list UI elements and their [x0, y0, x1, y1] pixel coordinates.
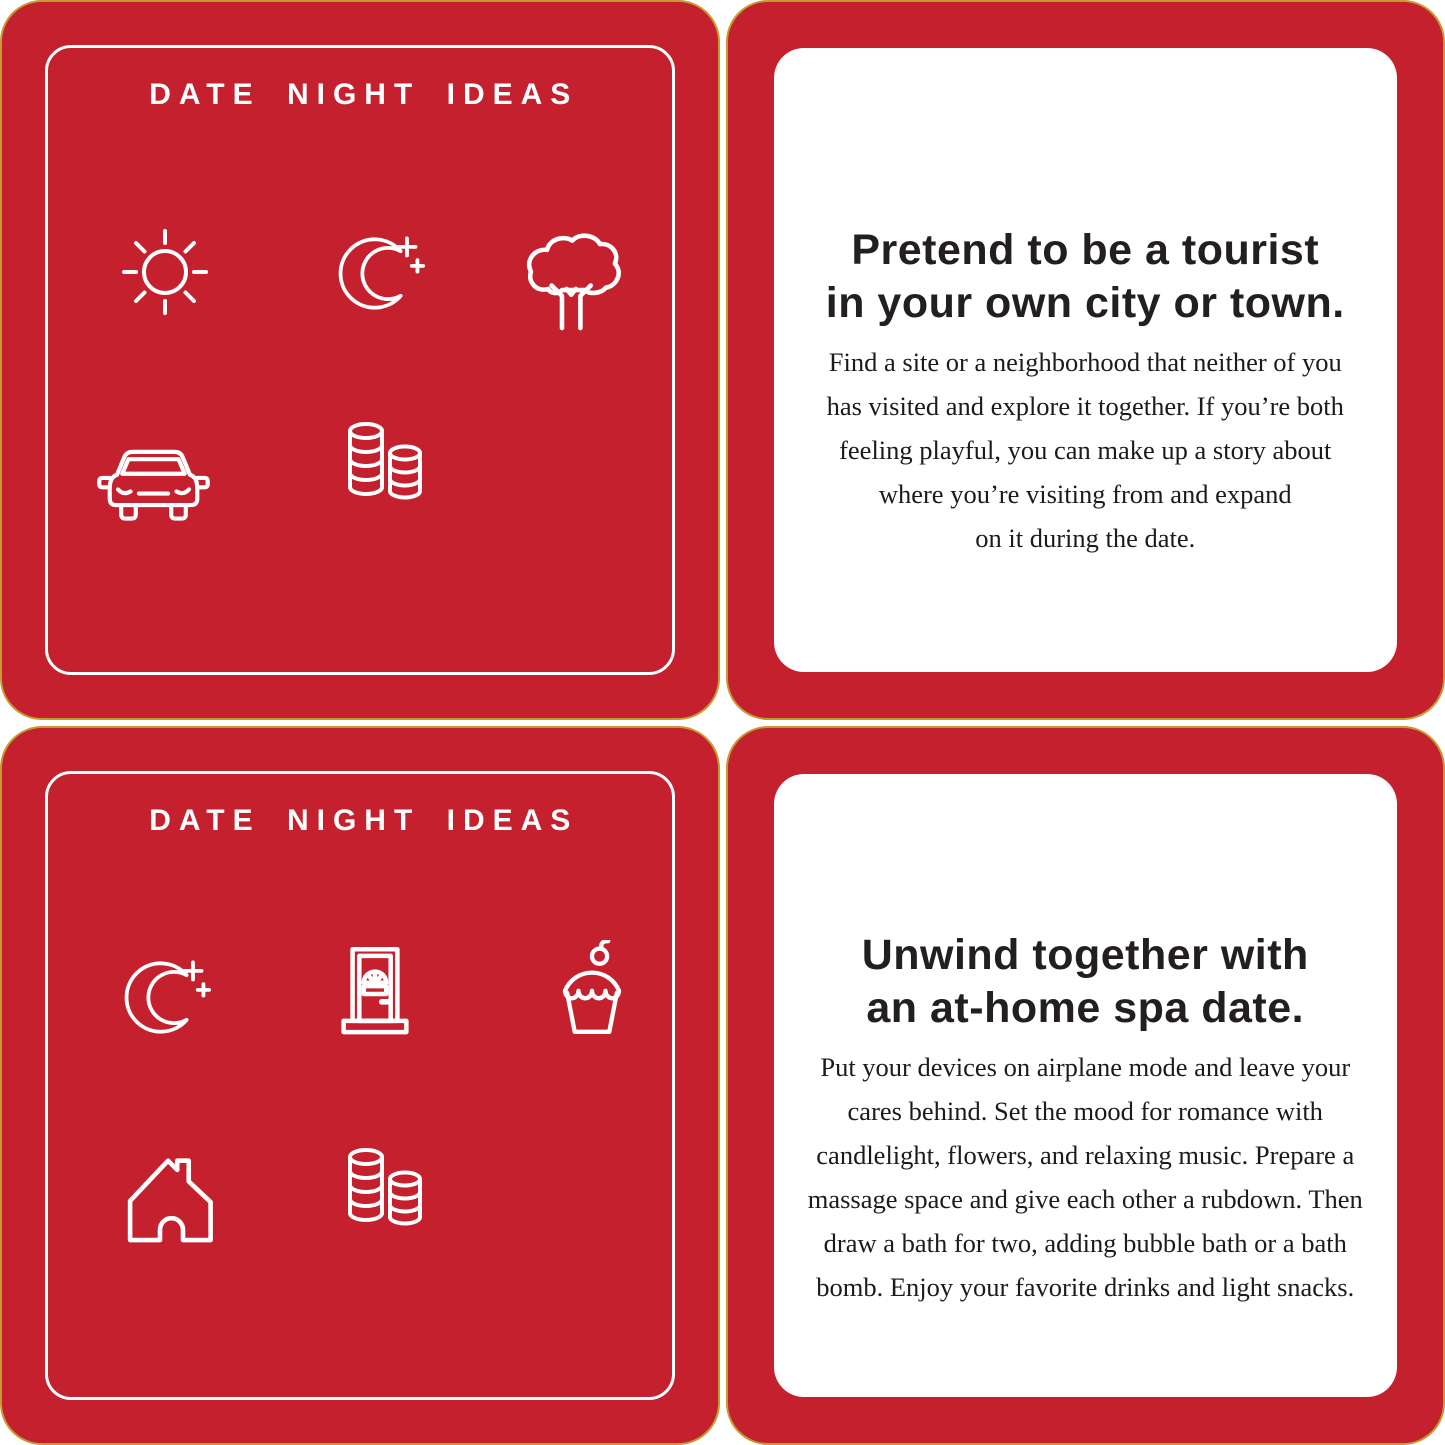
house-icon [114, 1140, 229, 1255]
card-body-text: Put your devices on airplane mode and leave your cares behind. Set the mood for romance with candlelight, flowers, and relaxing music. Prepare a massage space and give each other a rubdown. Then draw a bath for two, adding bubble bath or a bath bomb. Enjoy your favorite drinks and light snacks. [807, 1051, 1363, 1302]
card-body-text: Find a site or a neighborhood that neither of you has visited and explore it together. If you’re both feeling playful, you can make up a story about where you’re visiting from and expand on it during the date. [826, 347, 1344, 553]
card-face-panel [774, 774, 1398, 1398]
tree-icon [516, 228, 631, 343]
card-heading: Unwind together with an at-home spa date. [861, 930, 1309, 1032]
card-face-spa [726, 726, 1445, 1445]
cupcake-icon [538, 940, 646, 1048]
card-inner-frame [45, 45, 675, 675]
moon-sparkles-icon [117, 950, 212, 1045]
card-back-top-left [0, 0, 720, 720]
car-icon [96, 430, 211, 529]
coin-stacks-icon [333, 1141, 433, 1251]
card-face-panel [774, 48, 1398, 672]
door-icon [319, 938, 431, 1050]
coin-stacks-icon [333, 415, 433, 525]
deck-title: DATE NIGHT IDEAS [149, 78, 579, 111]
card-back-bottom-left [0, 726, 720, 1445]
sun-icon [115, 222, 215, 322]
moon-sparkles-icon [331, 226, 426, 321]
card-heading: Pretend to be a tourist in your own city or town. [825, 226, 1345, 327]
deck-title: DATE NIGHT IDEAS [149, 803, 579, 837]
card-inner-frame [45, 771, 675, 1401]
card-face-tourist [726, 0, 1445, 720]
